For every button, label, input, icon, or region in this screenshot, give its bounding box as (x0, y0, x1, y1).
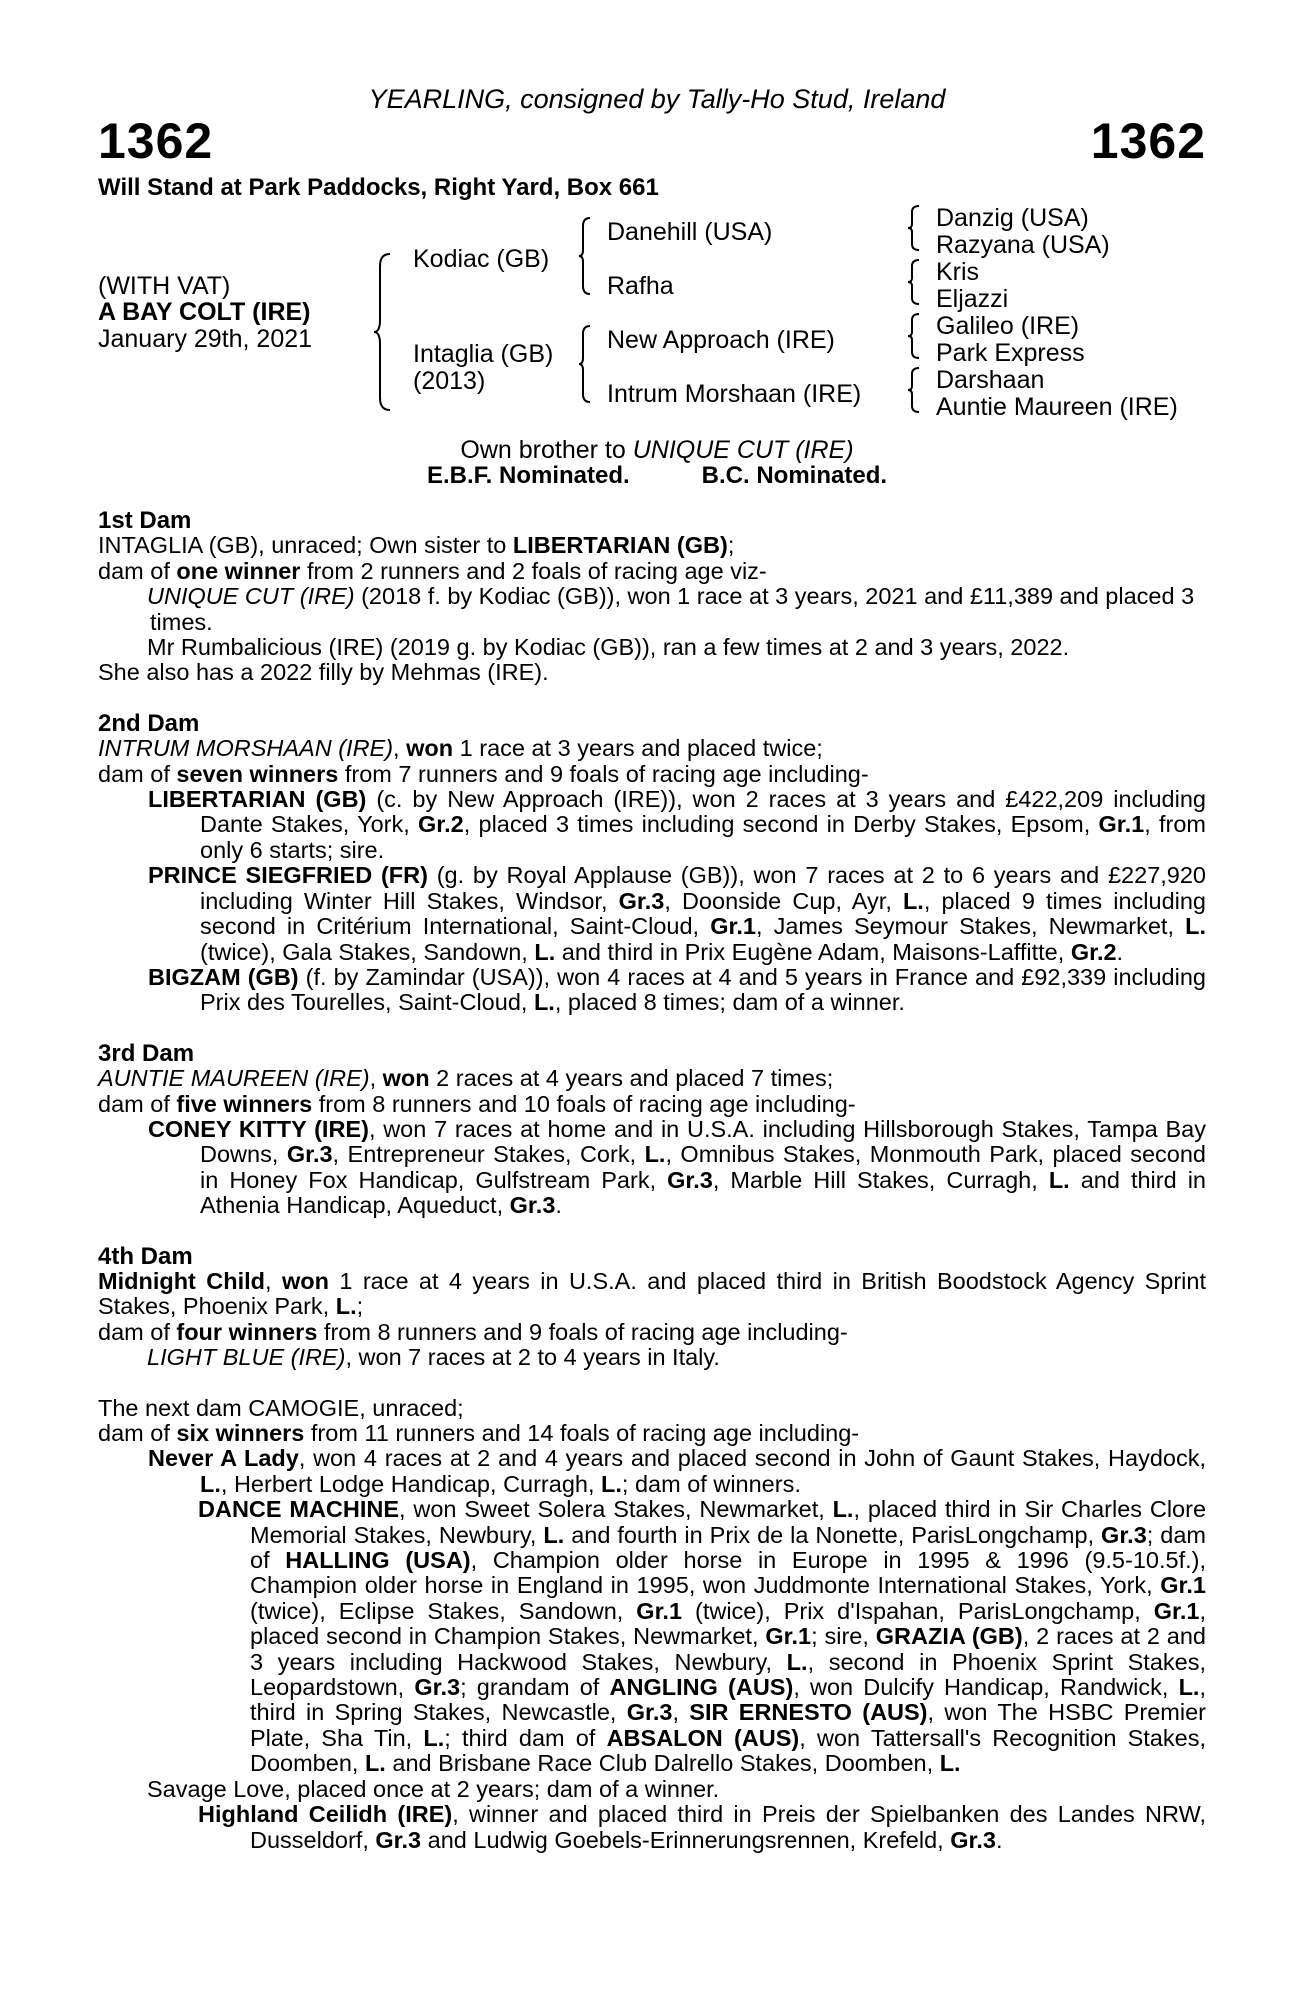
text-run: She also has a 2022 filly by Mehmas (IRE). (98, 659, 549, 686)
text-run: dam of (98, 760, 177, 787)
entry-line (98, 1269, 1206, 1320)
text-run: , placed second in Champion Stakes, Newmarket, (250, 1597, 1206, 1650)
pedigree-g4-2: Razyana (USA) (936, 231, 1110, 259)
bold-run: L. (1178, 1674, 1200, 1701)
text-run: , (672, 1699, 690, 1726)
text-run: 1 race at 4 years in U.S.A. and placed third in British Boodstock Agency Sprint Stakes, Phoenix Park, (98, 1267, 1206, 1320)
pedigree-dam: Intaglia (GB) (413, 340, 554, 368)
text-run: , won The HSBC Premier Plate, Sha Tin, (250, 1699, 1206, 1751)
pedigree-g4-6: Park Express (936, 339, 1085, 367)
bold-run: four winners (176, 1318, 318, 1345)
entry-line (98, 863, 1206, 965)
bold-run: L. (533, 989, 555, 1016)
text-run: Savage Love, placed once at 2 years; dam of a winner. (147, 1775, 720, 1802)
text-run: and fourth in Prix de la Nonette, ParisLongchamp, (564, 1521, 1102, 1548)
horse-name: A BAY COLT (IRE) (98, 298, 311, 326)
bold-run: one winner (176, 557, 301, 584)
pedigree-sire-dam: Rafha (607, 272, 674, 300)
text-run: 2 races at 4 years and placed 7 times; (429, 1065, 834, 1092)
text-run: , Doonside Cup, Ayr, (664, 887, 903, 914)
italic-run: LIGHT BLUE (IRE) (147, 1344, 346, 1371)
text-run: ; third dam of (444, 1724, 607, 1751)
text-run: , placed 9 times including second in Critérium International, Saint-Cloud, (200, 887, 1206, 940)
entry-line (98, 1446, 1206, 1497)
text-run: , Omnibus Stakes, Monmouth Park, placed second in Honey Fox Handicap, Gulfstream Park, (200, 1141, 1206, 1193)
own-brother-name: UNIQUE CUT (IRE) (632, 436, 854, 464)
vat-label: (WITH VAT) (98, 272, 231, 300)
entry-line (98, 559, 1206, 584)
bold-run: SIR ERNESTO (AUS) (689, 1699, 928, 1726)
horse-dob: January 29th, 2021 (98, 325, 313, 353)
bold-run: L. (601, 1470, 622, 1497)
text-run: dam of (98, 1090, 177, 1117)
text-run: from 11 runners and 14 foals of racing age including- (304, 1420, 860, 1446)
section-heading: 4th Dam (98, 1242, 193, 1270)
bold-run: ABSALON (AUS) (606, 1724, 800, 1751)
section-gap (98, 1371, 1206, 1396)
pedigree-brace-g3 (906, 312, 922, 360)
entry-line (98, 1497, 1206, 1776)
text-run: , won Dulcify Handicap, Randwick, (793, 1674, 1179, 1701)
text-run: , (369, 1065, 383, 1092)
text-run: INTAGLIA (GB), unraced; Own sister to (98, 532, 513, 559)
bold-run: L. (832, 1496, 854, 1523)
nominations-line (0, 462, 1314, 490)
bold-run: won (406, 735, 454, 762)
text-run: , James Seymour Stakes, Newmarket, (755, 913, 1186, 940)
text-run: (g. by Royal Applause (GB)), won 7 races at 2 to 6 years and £227,920 including Winter Hill Stakes, Windsor, (200, 862, 1207, 914)
bold-run: Midnight Child (98, 1267, 266, 1294)
bold-run: GRAZIA (GB) (875, 1623, 1023, 1650)
bold-run: won (281, 1267, 329, 1294)
italic-run: UNIQUE CUT (IRE) (147, 583, 355, 610)
text-run: , (265, 1267, 282, 1294)
section-heading: 3rd Dam (98, 1039, 195, 1067)
entry-line (98, 1421, 1206, 1446)
text-run: ; dam of winners. (621, 1470, 801, 1497)
own-brother-prefix: Own brother to (460, 436, 633, 464)
bold-run: LIBERTARIAN (GB) (512, 532, 728, 559)
entry-line (98, 1066, 1206, 1091)
bold-run: Highland Ceilidh (IRE) (198, 1801, 453, 1828)
text-run: and third in Athenia Handicap, Aqueduct, (200, 1166, 1206, 1219)
entry-line (98, 1320, 1206, 1345)
bold-run: L. (644, 1141, 666, 1168)
text-run: from 8 runners and 9 foals of racing age including- (317, 1318, 848, 1345)
text-run: and Ludwig Goebels-Erinnerungsrennen, Krefeld, (421, 1826, 951, 1853)
pedigree-brace-g2 (906, 258, 922, 306)
bold-run: Gr.3 (626, 1699, 673, 1726)
bold-run: Gr.1 (1098, 811, 1145, 838)
text-run: , won Sweet Solera Stakes, Newmarket, (399, 1496, 833, 1523)
text-run: 1 race at 3 years and placed twice; (453, 735, 823, 762)
bold-run: LIBERTARIAN (GB) (148, 786, 367, 813)
bold-run: L. (335, 1293, 357, 1320)
bold-run: Gr.1 (636, 1597, 683, 1624)
bold-run: L. (1048, 1166, 1070, 1193)
text-run: (twice), Gala Stakes, Sandown, (200, 938, 535, 965)
bold-run: L. (1185, 913, 1206, 940)
pedigree-brace-g1 (906, 204, 922, 252)
pedigree-dam-year: (2013) (413, 367, 486, 395)
section-gap (98, 686, 1206, 711)
entry-line (98, 1802, 1206, 1853)
text-run: (c. by New Approach (IRE)), won 2 races at 3 years and £422,209 including Dante Stakes, York, (200, 786, 1206, 838)
bold-run: BIGZAM (GB) (148, 963, 299, 990)
section-gap (98, 1219, 1206, 1244)
pedigree-sire-sire: Danehill (USA) (607, 218, 773, 246)
bold-run: seven winners (176, 760, 339, 787)
bold-run: Gr.2 (1070, 938, 1117, 965)
text-run: from 8 runners and 10 foals of racing age including- (312, 1090, 856, 1117)
text-run: dam of (98, 1420, 177, 1446)
entry-line (98, 1396, 1206, 1421)
entry-line (98, 584, 1206, 635)
text-run: (twice), Eclipse Stakes, Sandown, (250, 1597, 637, 1624)
bold-run: Gr.3 (509, 1192, 556, 1219)
text-run: , placed third in Sir Charles Clore Memorial Stakes, Newbury, (250, 1496, 1207, 1548)
bold-run: Gr.3 (375, 1826, 422, 1853)
text-run: (f. by Zamindar (USA)), won 4 races at 4 and 5 years in France and £92,339 including Prix des Tourelles, Saint-Cloud, (200, 963, 1206, 1016)
entry-line (98, 533, 1206, 558)
text-run: (2018 f. by Kodiac (GB)), won 1 race at 3 years, 2021 and £11,389 and placed 3 times. (150, 583, 1195, 635)
section-heading: 1st Dam (98, 507, 192, 534)
bold-run: L. (939, 1750, 961, 1777)
text-run: ; (356, 1293, 364, 1320)
bold-run: L. (902, 887, 924, 914)
text-run: , won 7 races at 2 to 4 years in Italy. (345, 1344, 720, 1371)
entry-line (98, 660, 1206, 685)
bold-run: L. (543, 1521, 565, 1548)
bold-run: L. (423, 1724, 445, 1751)
bold-run: L. (364, 1750, 386, 1777)
pedigree-brace-g4 (906, 366, 922, 414)
consignment-line: YEARLING, consigned by Tally-Ho Stud, Ireland (368, 84, 946, 114)
bc-nominated: B.C. Nominated. (701, 462, 888, 489)
bold-run: Gr.3 (414, 1674, 461, 1701)
bold-run: Gr.2 (418, 811, 464, 838)
bold-run: Gr.3 (950, 1826, 996, 1853)
bold-run: DANCE MACHINE (198, 1496, 400, 1523)
bold-run: Never A Lady (148, 1445, 299, 1472)
bold-run: Gr.3 (286, 1141, 333, 1168)
text-run: . (1116, 938, 1124, 965)
text-run: , from only 6 starts; sire. (200, 811, 1207, 863)
ebf-nominated: E.B.F. Nominated. (426, 462, 630, 489)
text-run: , 2 races at 2 and 3 years including Hackwood Stakes, Newbury, (250, 1623, 1206, 1675)
text-run: and third in Prix Eugène Adam, Maisons-Laffitte, (555, 938, 1071, 965)
pedigree-brace-dam (577, 324, 593, 404)
text-run: ; (727, 532, 735, 559)
bold-run: Gr.3 (1101, 1521, 1147, 1548)
pedigree-sire: Kodiac (GB) (413, 245, 550, 273)
text-run: The next dam CAMOGIE, unraced; (98, 1394, 464, 1421)
text-run: . (995, 1826, 1003, 1853)
text-run: , winner and placed third in Preis der Spielbanken des Landes NRW, Dusseldorf, (250, 1801, 1206, 1853)
text-run: , won Tattersall's Recognition Stakes, Doomben, (250, 1724, 1206, 1777)
entry-line (98, 1117, 1206, 1219)
text-run: from 2 runners and 2 foals of racing age viz- (300, 557, 767, 584)
bold-run: Gr.1 (1160, 1572, 1206, 1599)
text-run: dam of (98, 1318, 177, 1345)
bold-run: CONEY KITTY (IRE) (148, 1115, 369, 1142)
catalogue-body (98, 508, 1206, 1853)
lot-number-left: 1362 (98, 113, 214, 169)
text-run: , Entrepreneur Stakes, Cork, (332, 1141, 645, 1168)
bold-run: L. (534, 938, 556, 965)
text-run: dam of (98, 557, 177, 584)
text-run: , Marble Hill Stakes, Curragh, (712, 1166, 1049, 1193)
entry-line (98, 1777, 1206, 1802)
bold-run: Gr.1 (1153, 1597, 1200, 1624)
own-brother-note (0, 436, 1314, 465)
entry-line (98, 762, 1206, 787)
text-run: , third in Spring Stakes, Newcastle, (250, 1674, 1206, 1726)
text-run: (twice), Prix d'Ispahan, ParisLongchamp, (682, 1597, 1154, 1624)
pedigree-dam-dam: Intrum Morshaan (IRE) (607, 380, 862, 408)
bold-run: six winners (176, 1420, 305, 1446)
text-run: Mr Rumbalicious (IRE) (2019 g. by Kodiac (GB)), ran a few times at 2 and 3 years, 2022. (147, 634, 1070, 661)
bold-run: won (382, 1065, 430, 1092)
pedigree-g4-1: Danzig (USA) (936, 204, 1089, 232)
text-run: , won 4 races at 2 and 4 years and placed second in John of Gaunt Stakes, Haydock, (298, 1445, 1206, 1472)
text-run: , placed 8 times; dam of a winner. (554, 989, 905, 1016)
pedigree-g4-8: Auntie Maureen (IRE) (936, 393, 1178, 421)
bold-run: PRINCE SIEGFRIED (FR) (148, 862, 428, 889)
text-run: , (393, 735, 407, 762)
pedigree-brace-main (372, 252, 394, 412)
entry-line (98, 787, 1206, 863)
text-run: , won 7 races at home and in U.S.A. including Hillsborough Stakes, Tampa Bay Downs, (200, 1115, 1206, 1168)
entry-line (98, 1345, 1206, 1370)
pedigree-g4-3: Kris (936, 258, 980, 286)
section-heading: 2nd Dam (98, 709, 200, 737)
entry-line (98, 965, 1206, 1016)
bold-run: ANGLING (AUS) (609, 1674, 794, 1701)
pedigree-brace-sire (577, 216, 593, 296)
pedigree-g4-4: Eljazzi (936, 285, 1009, 313)
text-run: ; sire, (811, 1623, 876, 1650)
stand-location: Will Stand at Park Paddocks, Right Yard, Box 661 (98, 174, 659, 201)
bold-run: L. (200, 1470, 221, 1497)
entry-line (98, 635, 1206, 660)
text-run: , Herbert Lodge Handicap, Curragh, (220, 1470, 602, 1497)
pedigree-g4-5: Galileo (IRE) (936, 312, 1080, 340)
text-run: ; dam of (250, 1521, 1206, 1574)
bold-run: Gr.1 (710, 913, 756, 940)
pedigree-dam-sire: New Approach (IRE) (607, 326, 835, 354)
text-run: and Brisbane Race Club Dalrello Stakes, Doomben, (385, 1750, 940, 1777)
bold-run: L. (786, 1648, 808, 1675)
bold-run: Gr.1 (765, 1623, 812, 1650)
bold-run: HALLING (USA) (285, 1547, 471, 1574)
text-run: from 7 runners and 9 foals of racing age including- (338, 760, 869, 787)
text-run: ; grandam of (460, 1674, 610, 1701)
bold-run: five winners (176, 1090, 313, 1117)
text-run: , second in Phoenix Sprint Stakes, Leopardstown, (250, 1648, 1206, 1701)
italic-run: AUNTIE MAUREEN (IRE) (98, 1065, 370, 1092)
bold-run: Gr.3 (667, 1166, 713, 1193)
section-gap (98, 1016, 1206, 1041)
entry-line (98, 736, 1206, 761)
lot-number-right: 1362 (1090, 113, 1206, 169)
text-run: , placed 3 times including second in Derby Stakes, Epsom, (463, 811, 1099, 838)
text-run: . (555, 1192, 562, 1219)
text-run: , Champion older horse in Europe in 1995 & 1996 (9.5-10.5f.), Champion older horse in England in 1995, won Juddmonte International Stakes, York, (250, 1547, 1206, 1599)
entry-line (98, 1092, 1206, 1117)
pedigree-g4-7: Darshaan (936, 366, 1045, 394)
italic-run: INTRUM MORSHAAN (IRE) (98, 735, 394, 762)
bold-run: Gr.3 (618, 887, 665, 914)
